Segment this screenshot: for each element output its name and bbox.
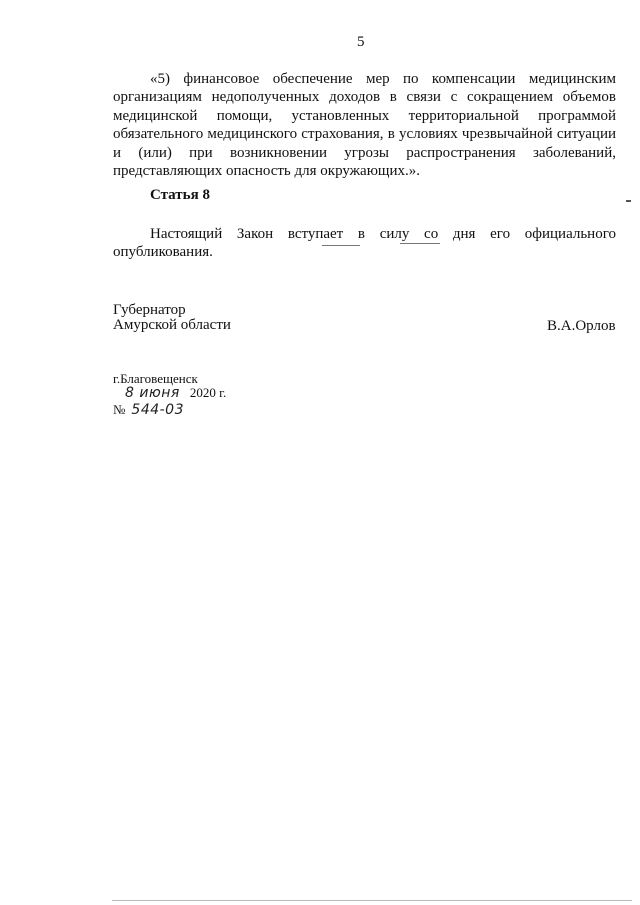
page-number: 5 xyxy=(357,34,365,50)
number-line xyxy=(113,402,184,418)
clause-5-paragraph: «5) финансовое обеспечение мер по компенсации медицинским организациям недополученных доходов в связи с сокращением объемов медицинской помощи, установленных территориальной программой обязательного медицинского страхования, в условиях чрезвычайной ситуации и (или) при возникновении угрозы распространения заболеваний, представляющих опасность для окружающих.». xyxy=(113,71,616,180)
article-8-paragraph: Настоящий Закон вступает в силу со дня его официального опубликования. xyxy=(113,226,616,261)
margin-mark xyxy=(626,200,631,202)
handwritten-date: 8 июня xyxy=(125,385,180,401)
scan-artifact-mark xyxy=(400,243,440,244)
signatory-name: В.А.Орлов xyxy=(547,318,616,334)
page-bottom-edge xyxy=(112,900,632,901)
handwritten-number: 544-03 xyxy=(131,402,184,418)
number-prefix: № xyxy=(113,402,126,417)
article-heading: Статья 8 xyxy=(150,187,210,203)
signatory-title xyxy=(113,303,231,333)
date-line xyxy=(113,385,226,401)
date-year: 2020 г. xyxy=(189,385,227,400)
signatory-title-line1: Губернатор xyxy=(113,302,186,318)
scan-artifact-mark xyxy=(322,245,360,246)
city-line: г.Благовещенск xyxy=(113,371,198,386)
signatory-title-line2: Амурской области xyxy=(113,317,231,333)
